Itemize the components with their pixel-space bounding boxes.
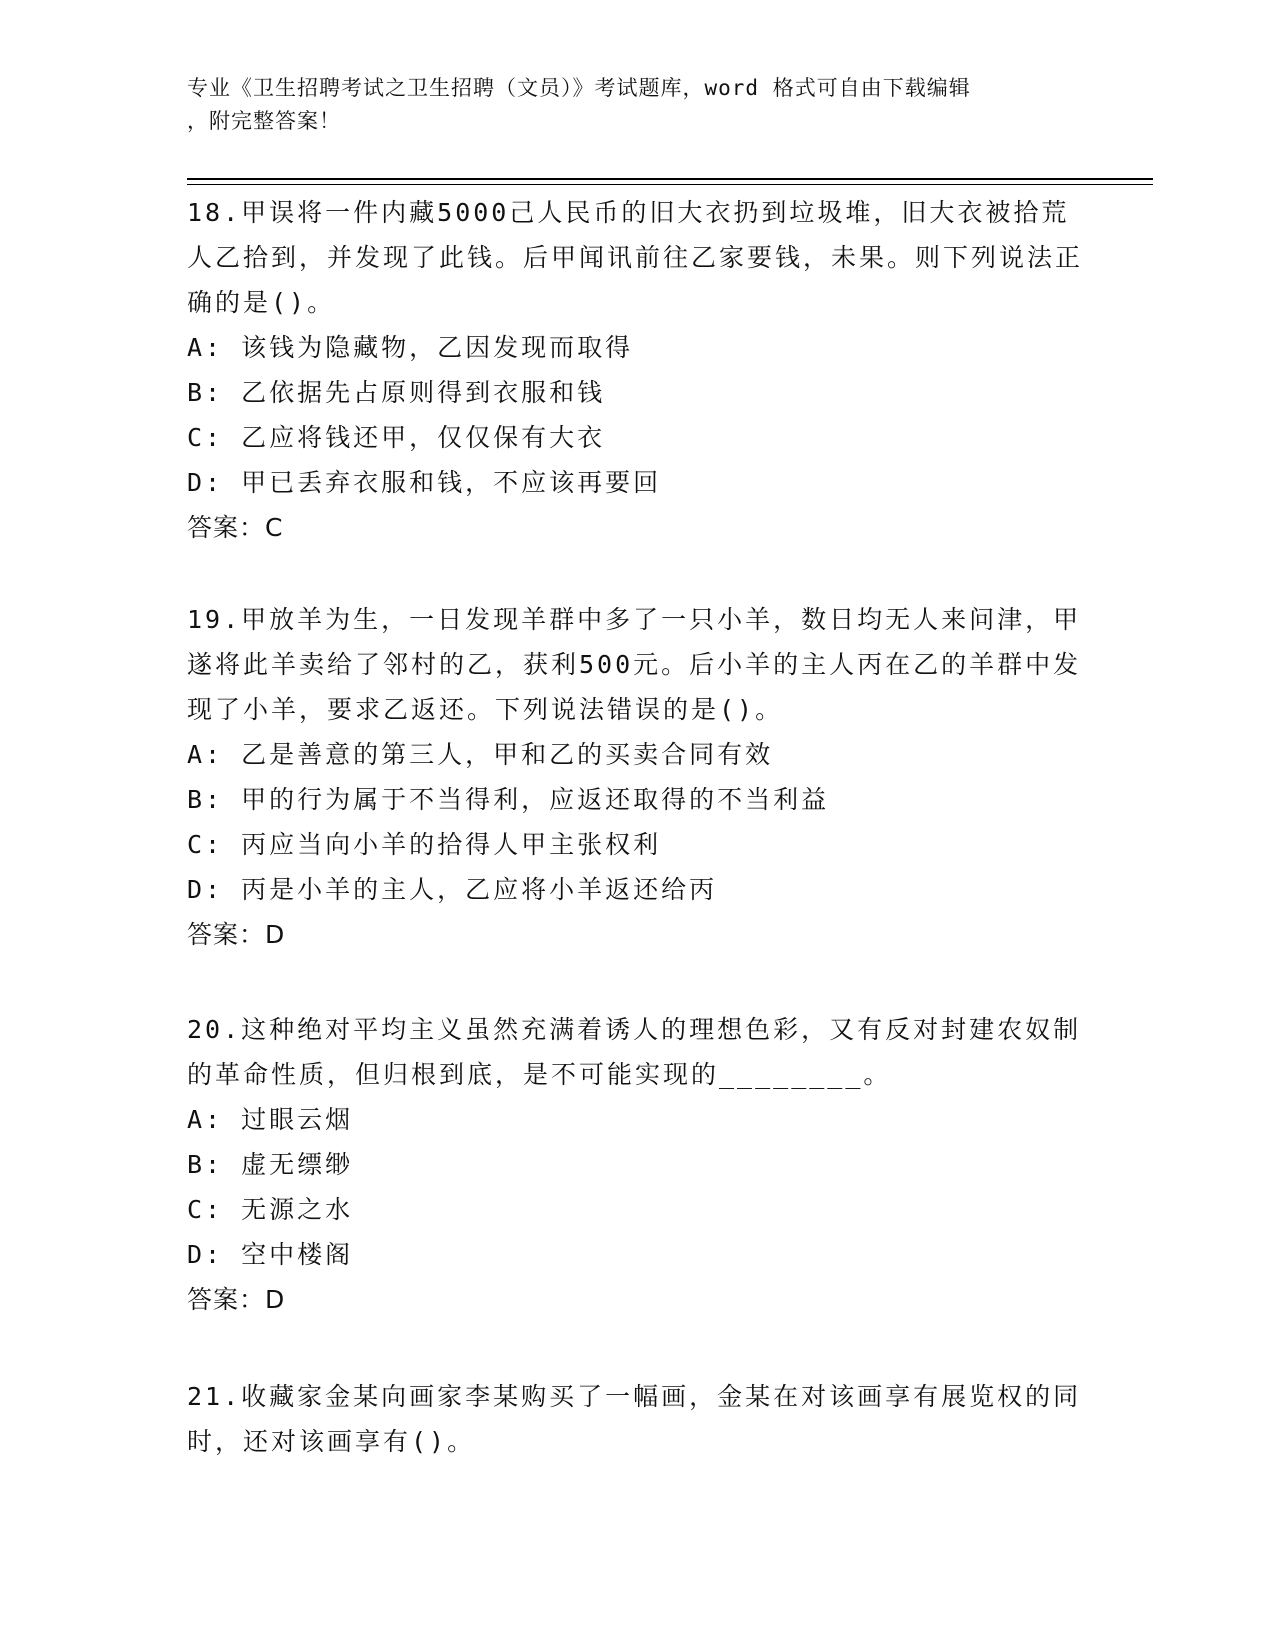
document-header	[187, 72, 1067, 138]
answer-line: 答案：C	[187, 513, 284, 542]
option-c: C: 乙应将钱还甲，仅仅保有大衣	[187, 423, 606, 452]
question-stem: 21.收藏家金某向画家李某购买了一幅画，金某在对该画享有展览权的同时，还对该画享有()。	[187, 1382, 1082, 1456]
question-stem: 20.这种绝对平均主义虽然充满着诱人的理想色彩，又有反对封建农奴制的革命性质，但归根到底，是不可能实现的________。	[187, 1015, 1082, 1089]
header-line-1: 专业《卫生招聘考试之卫生招聘（文员）》考试题库，word 格式可自由下载编辑	[187, 76, 971, 100]
option-a: A: 乙是善意的第三人，甲和乙的买卖合同有效	[187, 740, 774, 769]
question-stem: 18.甲误将一件内藏5000己人民币的旧大衣扔到垃圾堆，旧大衣被拾荒人乙拾到，并发现了此钱。后甲闻讯前往乙家要钱，未果。则下列说法正确的是()。	[187, 198, 1084, 317]
option-d: D: 甲已丢弃衣服和钱，不应该再要回	[187, 468, 662, 497]
answer-line: 答案：D	[187, 1285, 286, 1314]
answer-line: 答案：D	[187, 920, 286, 949]
question-20	[187, 1007, 1087, 1322]
option-d: D: 空中楼阁	[187, 1240, 354, 1269]
header-divider-thick	[187, 178, 1153, 180]
option-b: B: 乙依据先占原则得到衣服和钱	[187, 378, 606, 407]
option-a: A: 过眼云烟	[187, 1105, 354, 1134]
question-18	[187, 190, 1087, 550]
option-c: C: 丙应当向小羊的拾得人甲主张权利	[187, 830, 662, 859]
question-stem: 19.甲放羊为生，一日发现羊群中多了一只小羊，数日均无人来问津，甲遂将此羊卖给了邻村的乙，获利500元。后小羊的主人丙在乙的羊群中发现了小羊，要求乙返还。下列说法错误的是()。	[187, 605, 1082, 724]
option-b: B: 虚无缥缈	[187, 1150, 354, 1179]
option-b: B: 甲的行为属于不当得利，应返还取得的不当利益	[187, 785, 830, 814]
question-19	[187, 597, 1087, 957]
option-d: D: 丙是小羊的主人，乙应将小羊返还给丙	[187, 875, 718, 904]
option-a: A: 该钱为隐藏物，乙因发现而取得	[187, 333, 634, 362]
header-divider-thin	[187, 184, 1153, 185]
header-line-2: ，附完整答案！	[187, 109, 341, 133]
option-c: C: 无源之水	[187, 1195, 354, 1224]
question-21	[187, 1374, 1087, 1464]
